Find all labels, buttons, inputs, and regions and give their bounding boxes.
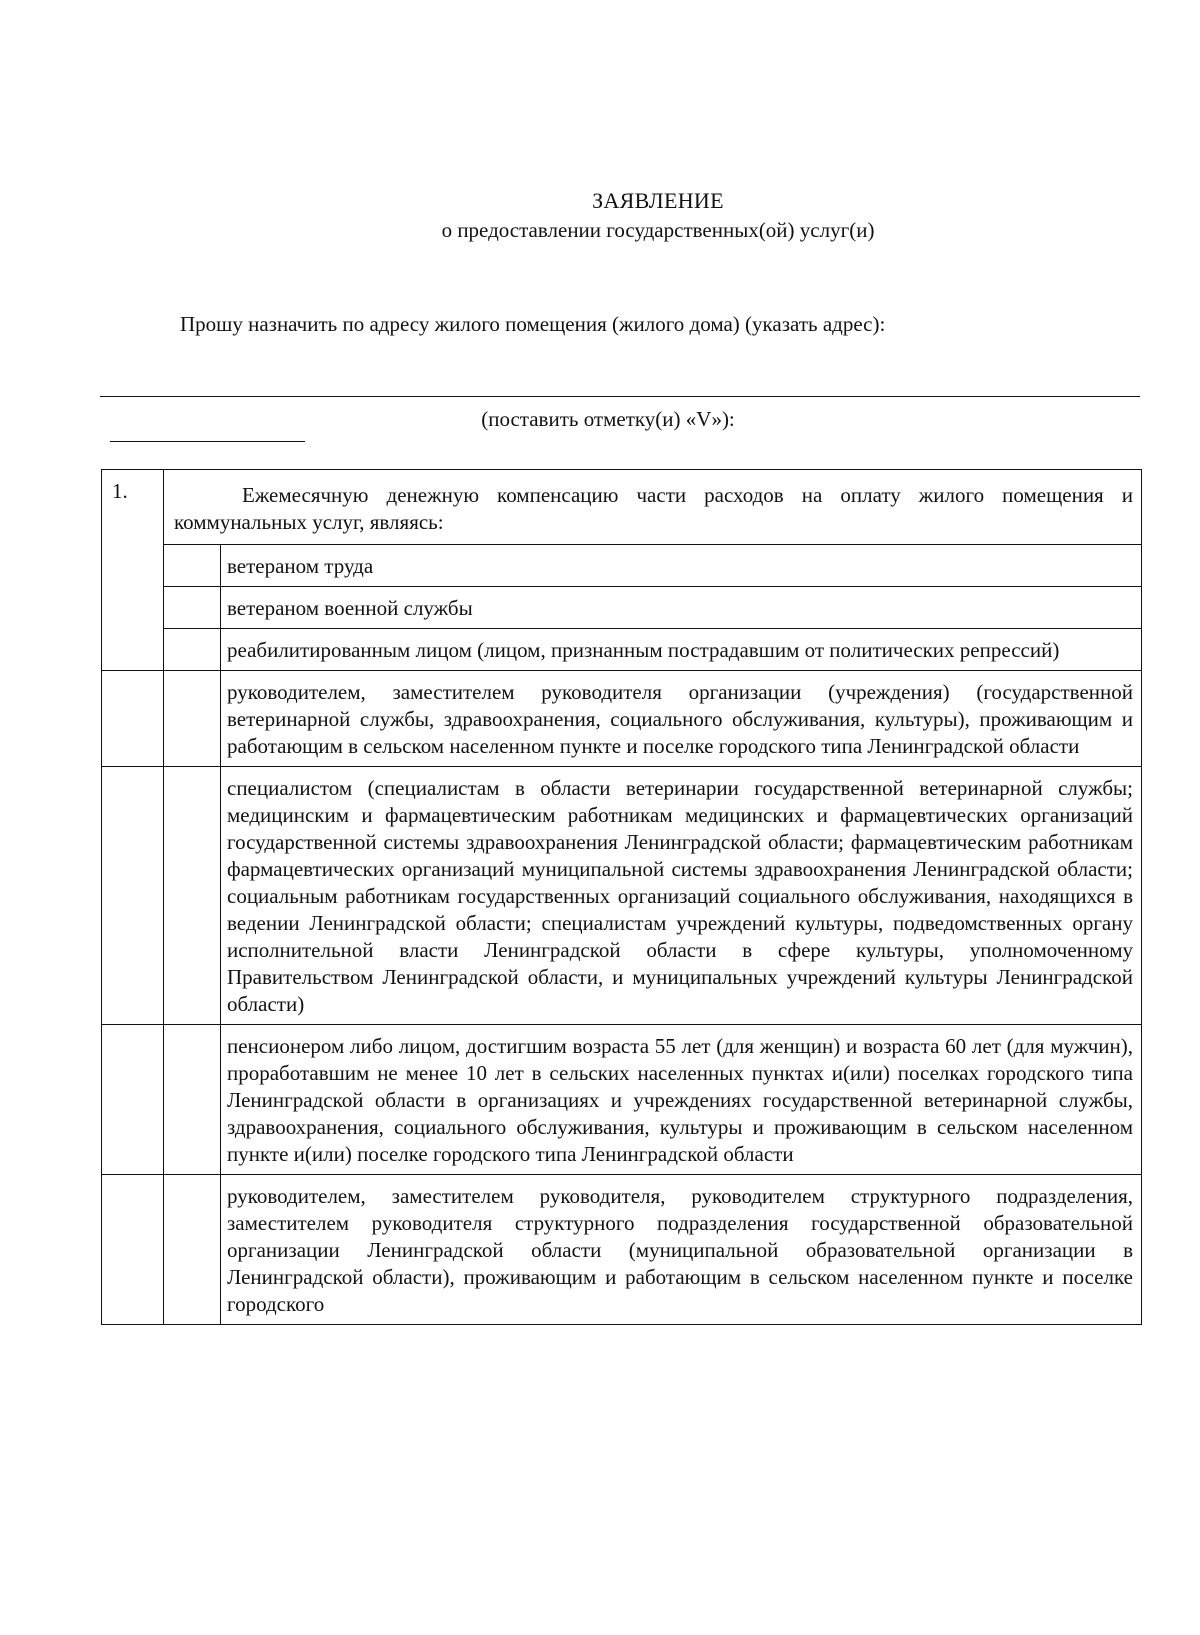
checkbox-specialist[interactable] — [164, 767, 221, 1025]
option-row — [102, 767, 1142, 1025]
checkbox-rural-manager[interactable] — [164, 671, 221, 767]
option-veteran-labor: ветераном труда — [221, 545, 1142, 587]
address-request-text: Прошу назначить по адресу жилого помещения (жилого дома) (указать адрес): — [180, 312, 886, 336]
option-specialist: специалистом (специалистам в области ветеринарии государственной ветеринарной службы; медицинским и фармацевтическим работникам медицинских и фармацевтических организаций государственной системы здравоохранения Ленинградской области; фармацевтическим работникам фармацевтических организаций муниципальной системы здравоохранения Ленинградской области; социальным работникам государственных организаций социального обслуживания, находящихся в ведении Ленинградской области; специалистам учреждений культуры, подведомственных органу исполнительной власти Ленинградской области в сфере культуры, уполномоченному Правительством Ленинградской области, и муниципальных учреждений культуры Ленинградской области) — [221, 767, 1142, 1025]
checkbox-education-manager[interactable] — [164, 1175, 221, 1325]
document-title: ЗАЯВЛЕНИЕ — [592, 188, 724, 213]
option-row — [102, 587, 1142, 629]
document-subtitle: о предоставлении государственных(ой) услуг(и) — [441, 218, 875, 242]
address-input-line[interactable] — [100, 396, 1140, 397]
option-row — [102, 1025, 1142, 1175]
mark-instruction: (поставить отметку(и) «V»): — [481, 407, 735, 431]
option-education-manager: руководителем, заместителем руководителя, руководителем структурного подразделения, заместителем руководителя структурного подразделения государственной образовательной организации Ленинградской области (муниципальной образовательной организации в Ленинградской области), проживающим и работающим в сельском населенном пункте и поселке городского — [221, 1175, 1142, 1325]
checkbox-rehabilitated[interactable] — [164, 629, 221, 671]
option-veteran-military: ветераном военной службы — [221, 587, 1142, 629]
section-header-row — [102, 470, 1142, 545]
section-heading — [164, 470, 1142, 545]
option-pensioner: пенсионером либо лицом, достигшим возраста 55 лет (для женщин) и возраста 60 лет (для мужчин), проработавшим не менее 10 лет в сельских населенных пунктах и(или) поселках городского типа Ленинградской области в организациях и учреждениях государственной ветеринарной службы, здравоохранения, социального обслуживания, культуры и проживающим в сельском населенном пункте и(или) поселке городского типа Ленинградской области — [221, 1025, 1142, 1175]
services-table — [101, 469, 1142, 1325]
checkbox-veteran-military[interactable] — [164, 587, 221, 629]
option-row — [102, 545, 1142, 587]
option-row — [102, 629, 1142, 671]
option-row — [102, 671, 1142, 767]
option-row — [102, 1175, 1142, 1325]
checkbox-pensioner[interactable] — [164, 1025, 221, 1175]
section-number: 1. — [102, 470, 164, 545]
checkbox-veteran-labor[interactable] — [164, 545, 221, 587]
section-heading-text: Ежемесячную денежную компенсацию части расходов на оплату жилого помещения и коммунальных услуг, являясь: — [174, 483, 1133, 534]
blank-line[interactable] — [110, 441, 305, 442]
option-rural-manager: руководителем, заместителем руководителя организации (учреждения) (государственной ветеринарной службы, здравоохранения, социального обслуживания, культуры), проживающим и работающим в сельском населенном пункте и поселке городского типа Ленинградской области — [221, 671, 1142, 767]
option-rehabilitated: реабилитированным лицом (лицом, признанным пострадавшим от политических репрессий) — [221, 629, 1142, 671]
